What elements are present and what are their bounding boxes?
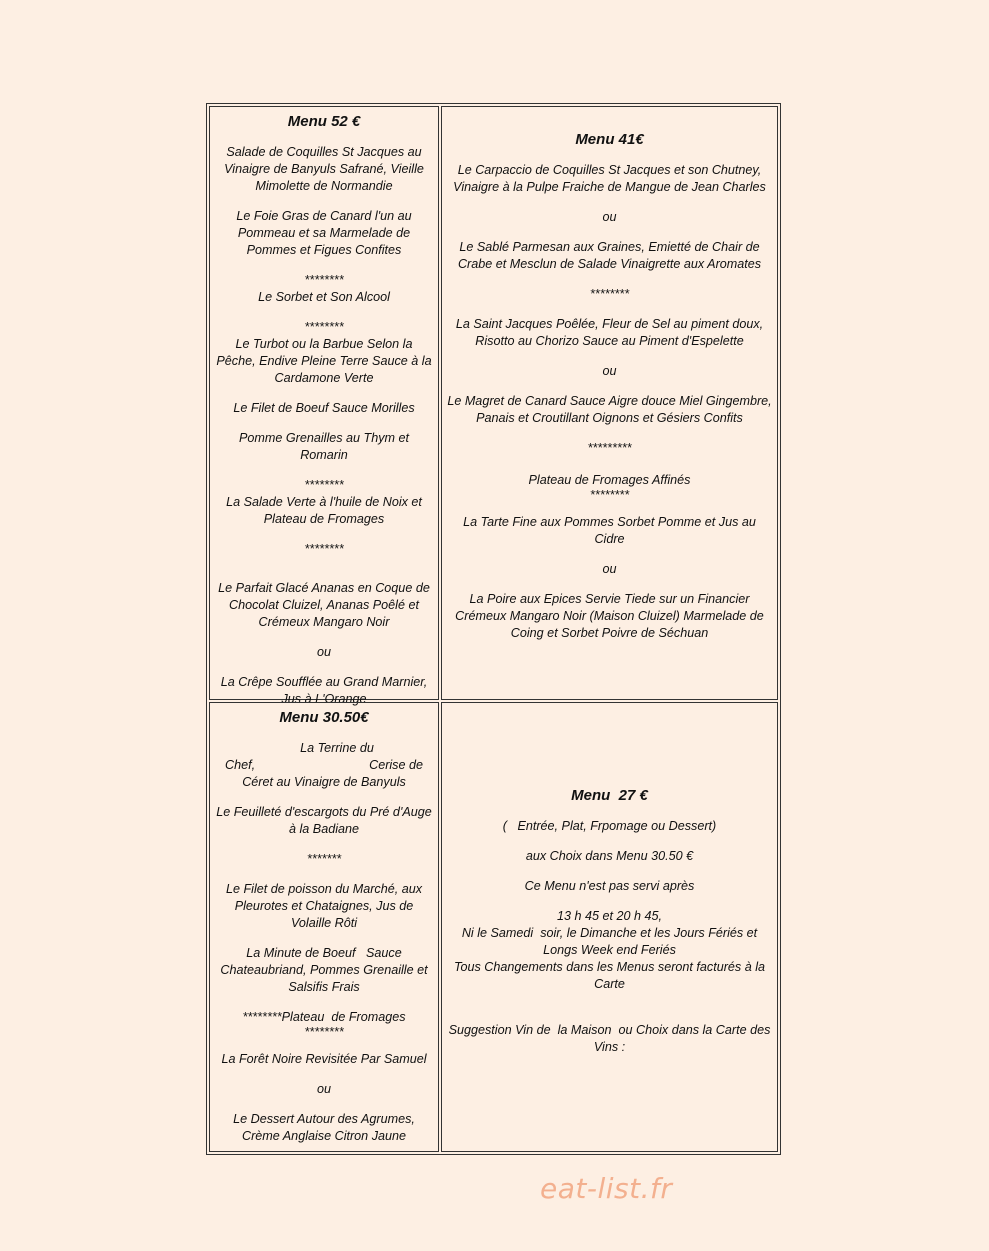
separator: ******** <box>589 488 630 502</box>
menu-52-dessert-1: Le Parfait Glacé Ananas en Coque de Chocolat Cluizel, Ananas Poêlé et Crémeux Mangaro Noir <box>218 581 430 629</box>
separator: ******** <box>304 320 344 334</box>
watermark-logo: eat-list.fr <box>540 1172 673 1205</box>
menu-41-title: Menu 41€ <box>575 131 644 148</box>
menu-41-section <box>441 106 778 700</box>
menu-52-sorbet: Le Sorbet et Son Alcool <box>258 290 390 304</box>
menu-41-ou-1: ou <box>602 210 617 224</box>
menu-30-entree-1 <box>215 740 433 791</box>
menu-30-entree-2: Le Feuilleté d'escargots du Pré d'Auge à la Badiane <box>216 805 443 836</box>
menu-30-title: Menu 30.50€ <box>279 709 369 726</box>
menu-41-entree-2: Le Sablé Parmesan aux Graines, Emietté de Chair de Crabe et Mesclun de Salade Vinaigrette aux Aromates <box>457 240 762 271</box>
menu-27-line-2: aux Choix dans Menu 30.50 € <box>525 849 694 863</box>
menu-41-dessert-1: La Tarte Fine aux Pommes Sorbet Pomme et Jus au Cidre <box>463 515 756 546</box>
menu-52-entree-1: Salade de Coquilles St Jacques au Vinaigre de Banyuls Safrané, Vieille Mimolette de Normandie <box>224 145 424 193</box>
menu-52-plat-2: Le Filet de Boeuf Sauce Morilles <box>233 401 415 415</box>
menu-30-entree-1-word: Chef, <box>225 758 256 772</box>
separator: ******** <box>304 542 344 556</box>
menu-30-section <box>209 702 443 1152</box>
menu-27-line-5: Ni le Samedi soir, le Dimanche et les Jours Fériés et Longs Week end Feriés <box>461 926 761 957</box>
menu-52-title: Menu 52 € <box>287 113 361 130</box>
separator: ******** <box>589 287 630 301</box>
menu-30-entree-1-line: Céret au Vinaigre de Banyuls <box>242 775 406 789</box>
menu-27-line-7: Suggestion Vin de la Maison ou Choix dans la Carte des Vins : <box>448 1023 774 1054</box>
separator: ******** <box>304 1025 344 1039</box>
menu-30-ou: ou <box>316 1082 331 1096</box>
menu-41-ou-2: ou <box>602 364 617 378</box>
menu-41-dessert-2: La Poire aux Epices Servie Tiede sur un Financier Crémeux Mangaro Noir (Maison Cluizel) Marmelade de Coing et Sorbet Poivre de Séchuan <box>455 592 764 640</box>
menu-52-section <box>209 106 439 706</box>
menu-27-line-3: Ce Menu n'est pas servi après <box>524 879 695 893</box>
menu-52-fromage: La Salade Verte à l'huile de Noix et Plateau de Fromages <box>226 495 422 526</box>
menu-27-title: Menu 27 € <box>571 787 648 804</box>
menu-27-section <box>441 702 778 1152</box>
menu-27-line-1: ( Entrée, Plat, Frpomage ou Dessert) <box>502 819 717 833</box>
menu-52-plat-3: Pomme Grenailles au Thym et Romarin <box>238 431 410 462</box>
menu-30-entree-1-line <box>215 757 433 774</box>
separator: ******** <box>304 478 344 492</box>
separator: ********* <box>587 441 632 455</box>
menu-52-dessert-2: La Crêpe Soufflée au Grand Marnier, Jus à L'Orange <box>220 675 428 706</box>
menu-52-plat-1: Le Turbot ou la Barbue Selon la Pêche, Endive Pleine Terre Sauce à la Cardamone Verte <box>216 337 432 385</box>
menu-27-line-6: Tous Changements dans les Menus seront facturés à la Carte <box>453 960 766 991</box>
menu-table <box>206 103 781 1155</box>
menu-27-line-4: 13 h 45 et 20 h 45, <box>556 909 663 923</box>
menu-30-fromage: ********Plateau de Fromages <box>242 1010 406 1024</box>
menu-52-entree-2: Le Foie Gras de Canard l'un au Pommeau et sa Marmelade de Pommes et Figues Confites <box>236 209 412 257</box>
menu-41-ou-3: ou <box>602 562 617 576</box>
menu-41-fromage: Plateau de Fromages Affinés <box>528 473 691 487</box>
separator: ******* <box>306 852 342 866</box>
menu-30-plat-2: La Minute de Boeuf Sauce Chateaubriand, Pommes Grenaille et Salsifis Frais <box>220 946 432 994</box>
menu-52-ou: ou <box>316 645 331 659</box>
menu-41-plat-1: La Saint Jacques Poêlée, Fleur de Sel au piment doux, Risotto au Chorizo Sauce au Piment d'Espelette <box>455 317 764 348</box>
separator: ******** <box>304 273 344 287</box>
menu-30-plat-1: Le Filet de poisson du Marché, aux Pleurotes et Chataignes, Jus de Volaille Rôti <box>225 882 422 930</box>
menu-30-entree-1-line: La Terrine du <box>300 741 374 755</box>
menu-30-entree-1-word: Cerise de <box>369 758 423 772</box>
menu-30-dessert-2: Le Dessert Autour des Agrumes, Crème Anglaise Citron Jaune <box>233 1112 415 1143</box>
menu-41-plat-2: Le Magret de Canard Sauce Aigre douce Miel Gingembre, Panais et Croutillant Oignons et Gésiers Confits <box>447 394 772 425</box>
menu-41-entree-1: Le Carpaccio de Coquilles St Jacques et son Chutney, Vinaigre à la Pulpe Fraiche de Mangue de Jean Charles <box>453 163 766 194</box>
menu-30-dessert-1: La Forêt Noire Revisitée Par Samuel <box>221 1052 427 1066</box>
